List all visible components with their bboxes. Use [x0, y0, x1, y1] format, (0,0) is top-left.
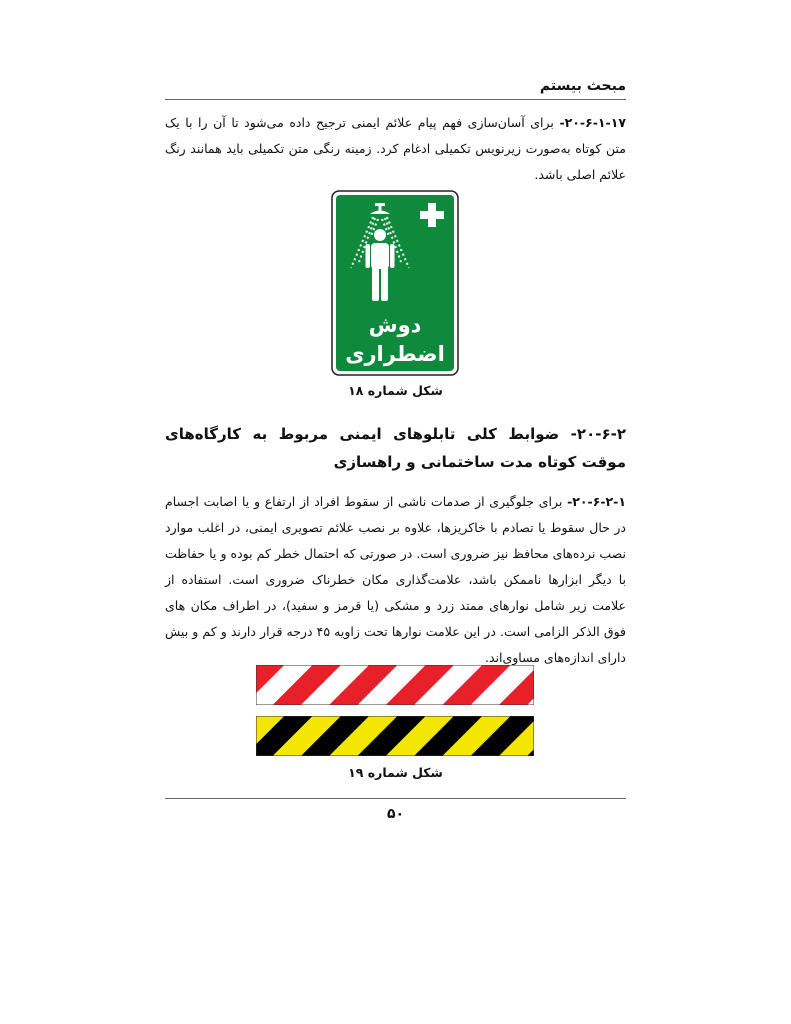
- sign-text-line1: دوش: [368, 313, 422, 337]
- figure-19-caption: شکل شماره ۱۹: [348, 765, 443, 780]
- sign-text-line2: اضطراری: [345, 342, 445, 366]
- emergency-shower-sign: [331, 190, 459, 376]
- red-white-hazard-stripe: [256, 665, 534, 705]
- paragraph-2-1: [165, 489, 626, 671]
- paragraph-text: برای جلوگیری از صدمات ناشی از سقوط افراد از ارتفاع و یا اصابت اجسام در حال سقوط یا تصادم با خاکریزها، علاوه بر نصب علائم تصویری ایمنی، در اغلب موارد نصب نرده‌های محافظ نیز ضروری است. در صورتی که احتمال خطر کم بوده و یا حفاظت با دیگر ابزارها ناممکن باشد، علامت‌گذاری مکان خطرناک ضروری است. استفاده از علامت زیر شامل نوارهای ممتد زرد و مشکی (یا قرمز و سفید)، در اطراف مکان های فوق الذکر الزامی است. در این علامت نوارها تحت زاویه ۴۵ درجه قرار دارند و کم و بیش دارای اندازه‌های مساوی‌اند.: [165, 494, 626, 665]
- page-number: ۵۰: [386, 806, 405, 822]
- paragraph-text: برای آسان‌سازی فهم پیام علائم ایمنی ترجیح داده می‌شود تا آن را با یک متن کوتاه به‌صورت زیرنویس تکمیلی ادغام کرد. زمینه رنگی متن تکمیلی باید همانند رنگ علائم اصلی باشد.: [165, 115, 626, 182]
- paragraph-number: ۲۰-۶-۲-۱-: [567, 494, 626, 509]
- footer-divider: [165, 798, 626, 799]
- section-heading: ۲۰-۶-۲- ضوابط کلی تابلوهای ایمنی مربوط به کارگاه‌های موقت کوتاه مدت ساختمانی و راهسازی: [165, 425, 626, 471]
- paragraph-17: [165, 110, 626, 188]
- figure-18-caption: شکل شماره ۱۸: [348, 383, 443, 398]
- yellow-black-hazard-stripe: [256, 716, 534, 756]
- paragraph-number: ۲۰-۶-۱-۱۷-: [559, 115, 626, 130]
- chapter-title: مبحث بیستم: [539, 78, 626, 94]
- header-divider: [165, 99, 626, 100]
